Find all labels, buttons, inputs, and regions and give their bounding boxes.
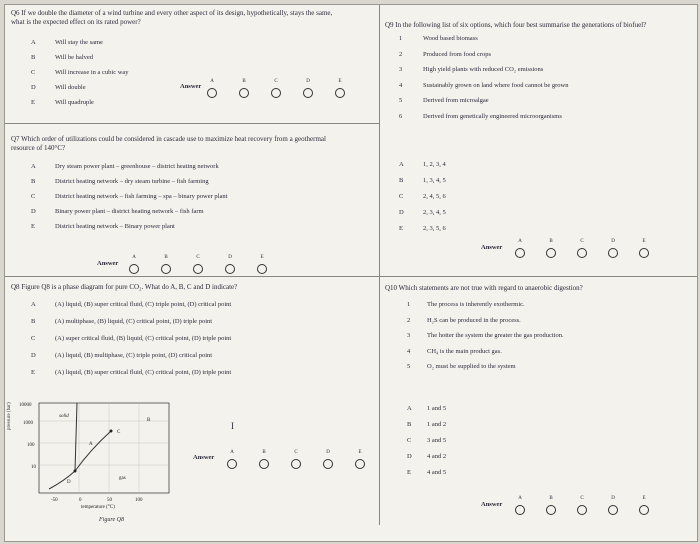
radio-circle-icon[interactable] bbox=[271, 88, 281, 98]
sublimation-curve bbox=[49, 471, 75, 489]
q10-option-letter: A bbox=[407, 405, 412, 412]
q10-bubble-e[interactable] bbox=[637, 496, 651, 520]
radio-circle-icon[interactable] bbox=[335, 88, 345, 98]
q8-option-letter: E bbox=[31, 369, 35, 376]
phase-diagram bbox=[19, 397, 179, 515]
radio-circle-icon[interactable] bbox=[259, 459, 269, 469]
q7-option-letter: E bbox=[31, 223, 35, 230]
q7-option-letter: A bbox=[31, 163, 36, 170]
q6-option-letter: A bbox=[31, 39, 36, 46]
q7-answer-label: Answer bbox=[97, 260, 119, 267]
q10-statement-text: The hotter the system the greater the gas production. bbox=[427, 332, 564, 339]
q7-bubble-letter: D bbox=[228, 255, 232, 260]
radio-circle-icon[interactable] bbox=[546, 248, 556, 258]
q6-bubble-letter: B bbox=[242, 79, 246, 84]
ytick-100: 100 bbox=[27, 443, 35, 448]
radio-circle-icon[interactable] bbox=[257, 264, 267, 274]
divider-q6-q7 bbox=[5, 123, 379, 124]
q9-option-text: 2, 4, 5, 6 bbox=[423, 193, 446, 200]
q10-statement-number: 1 bbox=[407, 301, 411, 308]
radio-circle-icon[interactable] bbox=[129, 264, 139, 274]
q9-bubble-b[interactable] bbox=[544, 239, 558, 263]
radio-circle-icon[interactable] bbox=[515, 505, 525, 515]
q8-option-text: (A) liquid, (B) multiphase, (C) triple point, (D) critical point bbox=[55, 352, 213, 359]
q10-option-letter: D bbox=[407, 453, 412, 460]
q9-statement-number: 6 bbox=[399, 112, 403, 120]
q10-option-text: 1 and 2 bbox=[427, 421, 447, 428]
q7-option-letter: C bbox=[31, 193, 36, 200]
q7-bubble-c[interactable] bbox=[191, 255, 205, 279]
q9-statement-number: 4 bbox=[399, 81, 403, 89]
q7-option-text: Binary power plant – district heating network – fish farm bbox=[55, 208, 204, 215]
q8-bubble-b[interactable] bbox=[257, 450, 271, 474]
q9-option-text: 2, 3, 4, 5 bbox=[423, 209, 446, 216]
xtick-50: 50 bbox=[107, 498, 112, 503]
q9-answer-label: Answer bbox=[481, 244, 503, 251]
q10-option-letter: C bbox=[407, 437, 412, 444]
q9-statement-text: Produced from food crops bbox=[423, 50, 492, 58]
q6-option-letter: B bbox=[31, 54, 36, 61]
ytick-1000: 1000 bbox=[23, 421, 33, 426]
q10-question: Q10 Which statements are not true with regard to anaerobic digestion? bbox=[385, 284, 583, 292]
q9-bubble-letter: E bbox=[642, 239, 646, 244]
q8-question: Q8 Figure Q8 is a phase diagram for pure CO₂. What do A, B, C and D indicate? bbox=[11, 283, 238, 291]
radio-circle-icon[interactable] bbox=[193, 264, 203, 274]
q8-bubble-letter: C bbox=[294, 450, 298, 455]
q6-bubble-d[interactable] bbox=[301, 79, 315, 103]
q9-bubble-letter: A bbox=[518, 239, 522, 244]
point-label-c: C bbox=[117, 430, 121, 435]
q9-option-letter: E bbox=[399, 225, 403, 232]
q9-option-text: 2, 3, 5, 6 bbox=[423, 225, 446, 232]
figure-ylabel: pressure (bar) bbox=[7, 402, 12, 430]
q6-option-text: Will increase in a cubic way bbox=[55, 69, 129, 76]
gas-label: gas bbox=[119, 476, 126, 481]
q10-statement-text: CH₄ is the main product gas. bbox=[427, 347, 502, 355]
q9-statement-text: Sustainably grown on land where food cannot be grown bbox=[423, 81, 569, 89]
q9-statement-number: 1 bbox=[399, 35, 403, 42]
q6-bubble-b[interactable] bbox=[237, 79, 251, 103]
critical-point-marker bbox=[110, 430, 113, 433]
q6-question: Q6 If we double the diameter of a wind turbine and every other aspect of its design, hypothetically, stays the same, what is the expected effect on its rated power? bbox=[11, 9, 333, 26]
q6-bubble-e[interactable] bbox=[333, 79, 347, 103]
q6-option-letter: E bbox=[31, 99, 35, 106]
q8-bubble-c[interactable] bbox=[289, 450, 303, 474]
q10-bubble-letter: D bbox=[611, 496, 615, 501]
q8-option-letter: B bbox=[31, 318, 36, 325]
q6-bubble-c[interactable] bbox=[269, 79, 283, 103]
q10-statement-number: 5 bbox=[407, 363, 411, 370]
q8-option-text: (A) liquid, (B) super critical fluid, (C) triple point, (D) critical point bbox=[55, 301, 232, 308]
q8-option-letter: C bbox=[31, 335, 36, 342]
figure-caption: Figure Q8 bbox=[99, 517, 124, 523]
radio-circle-icon[interactable] bbox=[577, 248, 587, 258]
q10-bubble-a[interactable] bbox=[513, 496, 527, 520]
q10-bubble-c[interactable] bbox=[575, 496, 589, 520]
q7-option-letter: B bbox=[31, 178, 36, 185]
q9-option-letter: A bbox=[399, 161, 404, 168]
q10-bubble-letter: E bbox=[642, 496, 646, 501]
column-divider bbox=[379, 5, 380, 525]
q10-answer-label: Answer bbox=[481, 501, 503, 508]
q7-option-text: District heating network – Binary power plant bbox=[55, 223, 175, 230]
q9-bubble-letter: C bbox=[580, 239, 584, 244]
q10-bubble-b[interactable] bbox=[544, 496, 558, 520]
q9-option-letter: C bbox=[399, 193, 404, 200]
xtick-neg50: -50 bbox=[51, 498, 58, 503]
q7-bubble-b[interactable] bbox=[159, 255, 173, 279]
ytick-10000: 10000 bbox=[19, 403, 32, 408]
q6-bubble-letter: A bbox=[210, 79, 214, 84]
q7-bubble-e[interactable] bbox=[255, 255, 269, 279]
q9-question: Q9 In the following list of six options, which four best summarise the generations of biofuel? bbox=[385, 21, 647, 29]
q7-question: Q7 Which order of utilizations could be considered in cascade use to maximize heat recovery from a geothermal resource of 140°C? bbox=[11, 135, 326, 152]
q8-answer-label: Answer bbox=[193, 454, 215, 461]
q10-statement-number: 3 bbox=[407, 332, 411, 339]
q7-bubble-a[interactable] bbox=[127, 255, 141, 279]
q7-bubble-d[interactable] bbox=[223, 255, 237, 279]
radio-circle-icon[interactable] bbox=[608, 248, 618, 258]
q9-statement-text: Derived from genetically engineered microorganisms bbox=[423, 112, 562, 120]
q7-option-text: Dry steam power plant – greenhouse – district heating network bbox=[55, 163, 219, 170]
q9-bubble-e[interactable] bbox=[637, 239, 651, 263]
point-label-b: B bbox=[147, 418, 151, 423]
radio-circle-icon[interactable] bbox=[577, 505, 587, 515]
point-label-d: D bbox=[67, 480, 71, 485]
radio-circle-icon[interactable] bbox=[639, 248, 649, 258]
q7-bubble-letter: A bbox=[132, 255, 136, 260]
radio-circle-icon[interactable] bbox=[161, 264, 171, 274]
q7-option-text: District heating network – fish farming – spa – binary power plant bbox=[55, 193, 228, 200]
q10-bubble-letter: C bbox=[580, 496, 584, 501]
q8-option-letter: D bbox=[31, 352, 36, 359]
triple-point-marker bbox=[74, 470, 77, 473]
q10-option-letter: E bbox=[407, 469, 411, 476]
radio-circle-icon[interactable] bbox=[608, 505, 618, 515]
q10-bubble-d[interactable] bbox=[606, 496, 620, 520]
radio-circle-icon[interactable] bbox=[225, 264, 235, 274]
xtick-100: 100 bbox=[135, 498, 143, 503]
q9-bubble-letter: B bbox=[549, 239, 553, 244]
q9-option-text: 1, 3, 4, 5 bbox=[423, 177, 446, 184]
q10-option-text: 1 and 5 bbox=[427, 405, 447, 412]
radio-circle-icon[interactable] bbox=[207, 88, 217, 98]
q8-bubble-e[interactable] bbox=[353, 450, 367, 474]
q6-option-text: Will double bbox=[55, 84, 86, 91]
q9-option-text: 1, 2, 3, 4 bbox=[423, 161, 446, 168]
q9-bubble-d[interactable] bbox=[606, 239, 620, 263]
q9-option-letter: B bbox=[399, 177, 404, 184]
q8-bubble-d[interactable] bbox=[321, 450, 335, 474]
q6-option-letter: C bbox=[31, 69, 36, 76]
q9-statement-number: 5 bbox=[399, 97, 403, 104]
q10-bubble-letter: A bbox=[518, 496, 522, 501]
radio-circle-icon[interactable] bbox=[303, 88, 313, 98]
q8-option-text: (A) multiphase, (B) liquid, (C) critical point, (D) triple point bbox=[55, 318, 213, 325]
q8-bubble-a[interactable] bbox=[225, 450, 239, 474]
text-cursor-icon: I bbox=[231, 421, 234, 431]
q8-option-text: (A) super critical fluid, (B) liquid, (C) critical point, (D) triple point bbox=[55, 335, 232, 342]
q7-bubble-letter: C bbox=[196, 255, 200, 260]
q6-option-text: Will stay the same bbox=[55, 39, 103, 46]
q8-bubble-letter: B bbox=[262, 450, 266, 455]
q7-bubble-letter: B bbox=[164, 255, 168, 260]
q10-option-letter: B bbox=[407, 421, 412, 428]
q9-bubble-letter: D bbox=[611, 239, 615, 244]
radio-circle-icon[interactable] bbox=[239, 88, 249, 98]
q8-bubble-letter: E bbox=[358, 450, 362, 455]
q9-option-letter: D bbox=[399, 209, 404, 216]
q6-option-text: Will quadruple bbox=[55, 99, 94, 106]
q7-option-text: District heating network – dry steam turbine – fish farming bbox=[55, 178, 209, 185]
q9-statement-text: Derived from microalgae bbox=[423, 97, 489, 104]
q10-statement-text: H₂S can be produced in the process. bbox=[427, 316, 521, 324]
q8-bubble-letter: A bbox=[230, 450, 234, 455]
xtick-0: 0 bbox=[79, 498, 82, 503]
melting-curve bbox=[75, 403, 77, 471]
q7-option-letter: D bbox=[31, 208, 36, 215]
point-label-a: A bbox=[89, 442, 93, 447]
radio-circle-icon[interactable] bbox=[355, 459, 365, 469]
q8-option-text: (A) liquid, (B) super critical fluid, (C) critical point, (D) triple point bbox=[55, 369, 232, 376]
figure-xlabel: temperature (°C) bbox=[81, 505, 115, 510]
q6-option-text: Will be halved bbox=[55, 54, 94, 61]
q9-statement-text: High yield plants with reduced CO₂ emissions bbox=[423, 66, 544, 73]
q10-statement-number: 4 bbox=[407, 347, 411, 355]
q6-bubble-a[interactable] bbox=[205, 79, 219, 103]
q10-statement-number: 2 bbox=[407, 316, 411, 324]
q10-bubble-letter: B bbox=[549, 496, 553, 501]
radio-circle-icon[interactable] bbox=[323, 459, 333, 469]
q10-option-text: 3 and 5 bbox=[427, 437, 447, 444]
q9-bubble-c[interactable] bbox=[575, 239, 589, 263]
q10-statement-text: O₂ must be supplied to the system bbox=[427, 363, 516, 370]
q10-option-text: 4 and 5 bbox=[427, 469, 447, 476]
q9-bubble-a[interactable] bbox=[513, 239, 527, 263]
q9-statement-text: Wood based biomass bbox=[423, 35, 478, 42]
radio-circle-icon[interactable] bbox=[291, 459, 301, 469]
exam-sheet bbox=[4, 4, 698, 542]
q6-bubble-letter: D bbox=[306, 79, 310, 84]
radio-circle-icon[interactable] bbox=[227, 459, 237, 469]
q8-option-letter: A bbox=[31, 301, 36, 308]
q8-bubble-letter: D bbox=[326, 450, 330, 455]
radio-circle-icon[interactable] bbox=[515, 248, 525, 258]
q6-bubble-letter: E bbox=[338, 79, 342, 84]
ytick-10: 10 bbox=[31, 465, 36, 470]
q6-bubble-letter: C bbox=[274, 79, 278, 84]
q7-bubble-letter: E bbox=[260, 255, 264, 260]
q9-statement-number: 2 bbox=[399, 50, 403, 58]
q9-statement-number: 3 bbox=[399, 66, 403, 73]
q10-statement-text: The process is inherently exothermic. bbox=[427, 301, 525, 308]
q6-answer-label: Answer bbox=[180, 83, 202, 90]
q10-option-text: 4 and 2 bbox=[427, 453, 447, 460]
q6-option-letter: D bbox=[31, 84, 36, 91]
radio-circle-icon[interactable] bbox=[546, 505, 556, 515]
solid-label: solid bbox=[59, 414, 69, 419]
radio-circle-icon[interactable] bbox=[639, 505, 649, 515]
divider-q8-q10 bbox=[5, 276, 697, 277]
